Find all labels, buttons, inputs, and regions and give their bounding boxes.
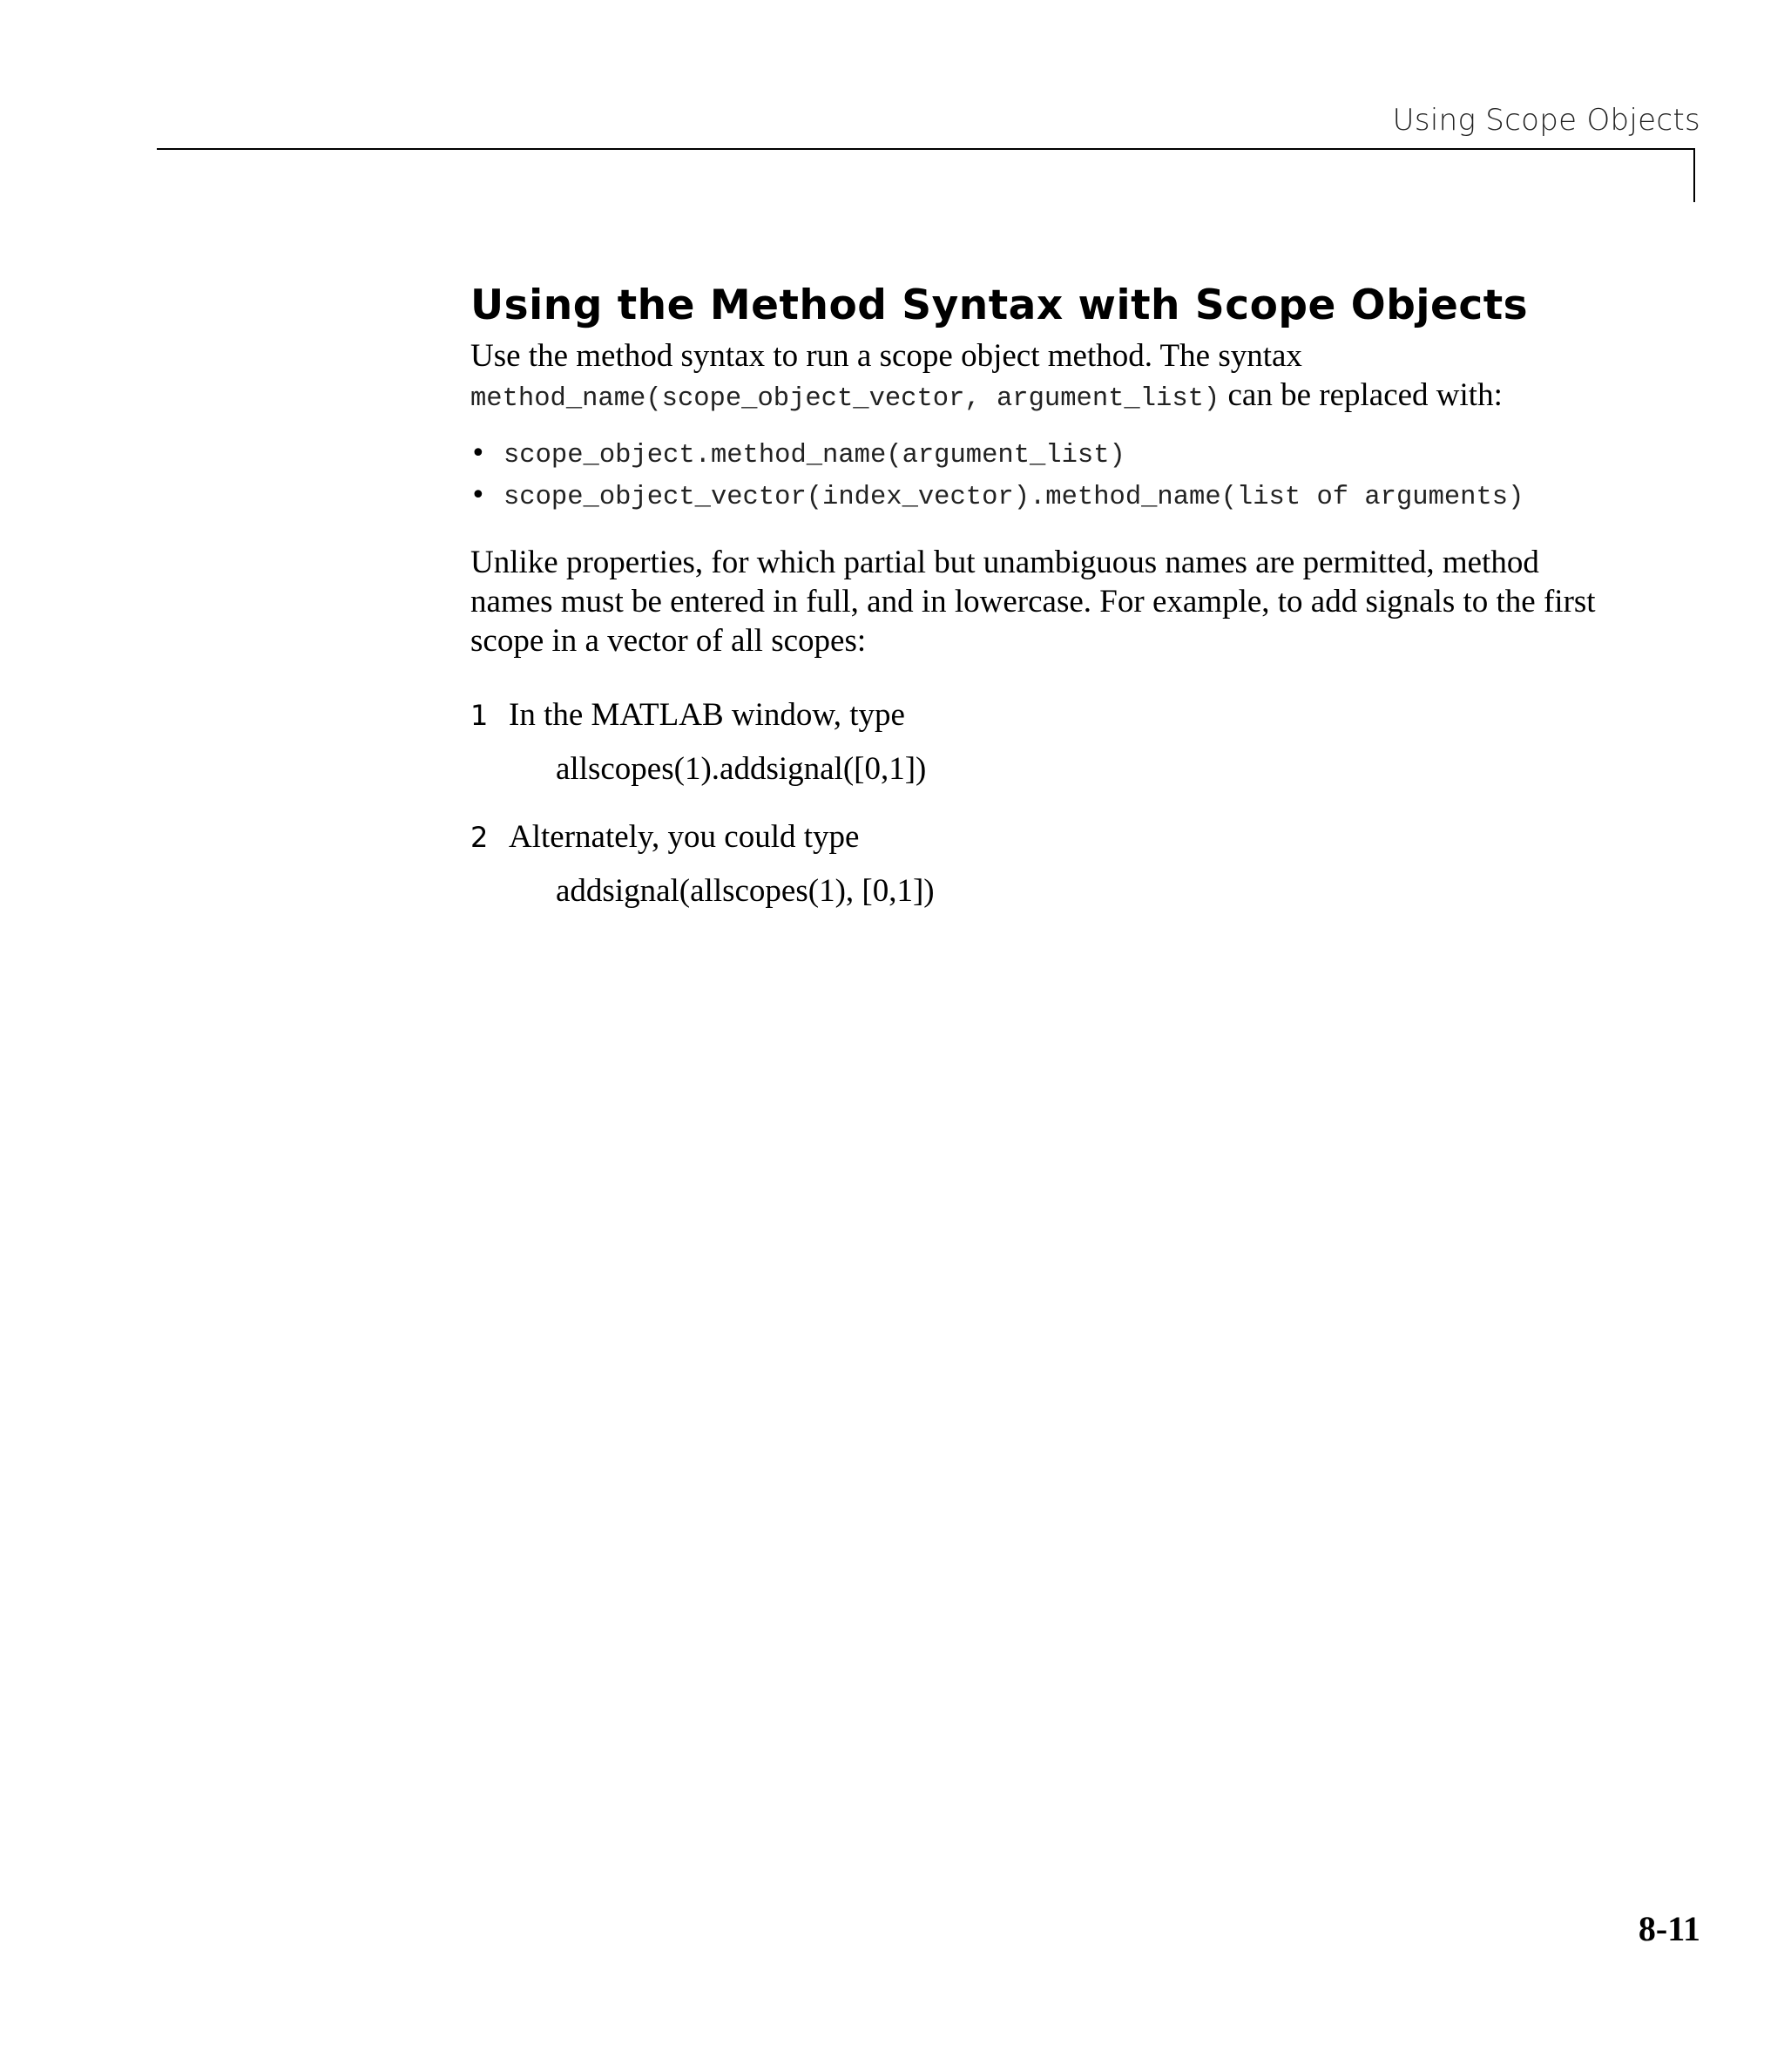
intro-text-1: Use the method syntax to run a scope object method. The syntax bbox=[470, 338, 1302, 374]
step-item bbox=[470, 694, 1629, 791]
step-number: 1 bbox=[470, 699, 489, 732]
bullet-code: scope_object.method_name(argument_list) bbox=[503, 441, 1125, 471]
page-number: 8-11 bbox=[1638, 1909, 1700, 1948]
header-rule bbox=[157, 148, 1694, 150]
intro-code: method_name(scope_object_vector, argument_list) bbox=[470, 384, 1220, 414]
bullet-list bbox=[470, 438, 1629, 522]
method-names-paragraph: Unlike properties, for which partial but unambiguous names are permitted, method names must be entered in full, and in lowercase. For example, to add signals to the first scope in a vector of all scopes: bbox=[470, 545, 1596, 659]
step-text: In the MATLAB window, type bbox=[509, 697, 905, 733]
bullet-code: scope_object_vector(index_vector).method_name(list of arguments) bbox=[503, 483, 1524, 512]
intro-paragraph bbox=[470, 336, 1629, 419]
running-header: Using Scope Objects bbox=[1392, 103, 1700, 138]
step-text: Alternately, you could type bbox=[509, 819, 860, 855]
intro-text-2: can be replaced with: bbox=[1220, 377, 1503, 413]
step-list bbox=[470, 694, 1629, 913]
section-title: Using the Method Syntax with Scope Objects bbox=[470, 281, 1529, 329]
page-content bbox=[470, 279, 1629, 938]
header-rule-tick bbox=[1693, 148, 1695, 202]
step-code: addsignal(allscopes(1), [0,1]) bbox=[556, 873, 935, 909]
bullet-item bbox=[470, 480, 1629, 522]
step-number: 2 bbox=[470, 821, 489, 854]
bullet-icon: • bbox=[470, 480, 486, 511]
bullet-icon: • bbox=[470, 438, 486, 469]
step-code: allscopes(1).addsignal([0,1]) bbox=[556, 751, 927, 787]
bullet-item bbox=[470, 438, 1629, 480]
step-item bbox=[470, 816, 1629, 913]
